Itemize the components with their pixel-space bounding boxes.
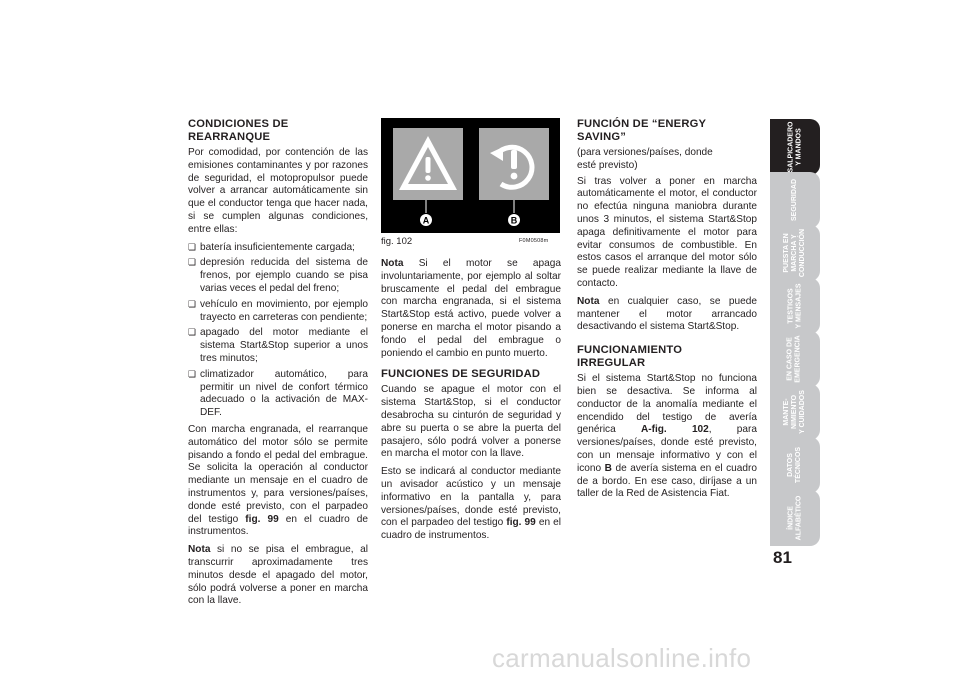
note-label: Nota (577, 295, 600, 307)
paragraph-intro: Por comodidad, por contención de las emisiones contaminantes y por razones de seguridad, el motopropulsor puede volver a arrancar automáticamente sin que el conductor tenga que hacer nada, si se cumplen algunas condiciones, entre ellas: (188, 147, 368, 235)
column-3 (577, 118, 757, 506)
paragraph-aviso: Esto se indicará al conductor mediante un avisador acústico y un mensaje informativo en la pantalla y, para versiones/países, donde esté previsto, con el parpadeo del testigo fig. 99 en el cuadro de instrumentos. (381, 466, 562, 542)
subheading-versiones: (para versiones/países, donde esté previsto) (577, 147, 713, 171)
note-label: Nota (381, 258, 404, 269)
fig-reference: A-fig. 102 (640, 424, 709, 436)
paragraph-seguridad: Cuando se apague el motor con el sistema Start&Stop, si el conductor desabrocha su cinturón de seguridad y abre su puerta o se abre la puerta del pasajero, sólo podrá volver a ponerse en marcha el motor con la llave. (381, 384, 561, 460)
fig-reference: fig. 99 (506, 517, 536, 529)
watermark: carmanualsonline.info (492, 643, 752, 673)
marker-a: A (422, 215, 430, 226)
heading-energy-saving: FUNCIÓN DE “ENERGY SAVING” (577, 118, 706, 143)
list-item: ❏ depresión reducida del sistema de frenos, por ejemplo cuando se pisa varias veces el pedal del freno; (188, 257, 368, 295)
conditions-list (188, 242, 368, 420)
heading-seguridad: FUNCIONES DE SEGURIDAD (381, 368, 541, 381)
list-item: ❏ batería insuficientemente cargada; (188, 242, 368, 255)
tab-seguridad[interactable]: SEGURIDAD (770, 172, 820, 228)
marker-b: B (510, 215, 518, 226)
fig-reference: fig. 99 (245, 513, 279, 525)
callout-lines (381, 118, 560, 233)
figure-code: F0M0508m (519, 238, 549, 244)
tab-puesta-en-marcha[interactable]: PUESTA EN MARCHA Y CONDUCCIÓN (770, 225, 820, 281)
note-paragraph: Nota en cualquier caso, se puede mantener el motor arrancado desactivando el sistema Start&Stop. (577, 295, 758, 333)
tab-testigos[interactable]: TESTIGOS Y MENSAJES (770, 278, 820, 334)
note-label: Nota (188, 544, 211, 556)
figure-label: fig. 102 (381, 236, 413, 247)
page-number: 81 (773, 548, 792, 567)
paragraph-energy-saving: Si tras volver a poner en marcha automáticamente el motor, el conductor no efectúa ninguna maniobra durante unos 3 minutos, el sistema Start&Stop apaga definitivamente el motor para evitar consumos de combustible. En estos casos el arranque del motor sólo se puede realizar mediante la llave de contacto. (577, 175, 757, 289)
note-paragraph: Nota si no se pisa el embrague, al transcurrir aproximadamente tres minutos desde el apagado del motor, sólo podrá volverse a poner en marcha con la llave. (188, 544, 368, 607)
icon-letter-b: B (604, 462, 612, 474)
column-2 (381, 258, 561, 548)
figure-102 (381, 118, 560, 233)
list-item: ❏ vehículo en movimiento, por ejemplo trayecto en carreteras con pendiente; (188, 299, 368, 325)
tab-emergencia[interactable]: EN CASO DE EMERGENCIA (770, 331, 820, 387)
tab-indice[interactable]: ÍNDICE ALFABÉTICO (770, 490, 820, 546)
column-1 (188, 118, 368, 613)
note-paragraph: Nota Si el motor se apaga involuntariamente, por ejemplo al soltar bruscamente el pedal del embrague con marcha engranada, si el sistema Start&Stop está activo, puede volver a ponerse en marcha el motor pisando a fondo el pedal del embrague o poniendo el cambio en punto muerto. (381, 258, 561, 359)
paragraph-marcha: Con marcha engranada, el rearranque automático del motor sólo se permite pisando a fondo el pedal del embrague. Se solicita la operación al conductor mediante un mensaje en el cuadro de instrumentos y, para versiones/países, donde esté previsto, con el parpadeo del testigo fig. 99 en el cuadro de instrumentos. (188, 423, 369, 538)
heading-irregular: FUNCIONAMIENTO IRREGULAR (577, 344, 683, 370)
tab-datos-tecnicos[interactable]: DATOS TÉCNICOS (770, 437, 820, 493)
heading-rearranque: CONDICIONES DE REARRANQUE (188, 118, 289, 143)
list-item: ❏ apagado del motor mediante el sistema Start&Stop superior a unos tres minutos; (188, 327, 368, 365)
paragraph-irregular: Si el sistema Start&Stop no funciona bien se desactiva. Se informa al conductor de la anomalía mediante el encendido del testigo de avería genérica A-fig. 102, para versiones/países, donde esté previsto, con un mensaje informativo y con el icono B de avería sistema en el cuadro de a bordo. En ese caso, diríjase a un taller de la Red de Asistencia Fiat. (577, 373, 758, 500)
tab-salpicadero[interactable]: SALPICADERO Y MANDOS (770, 119, 820, 175)
tab-mantenimiento[interactable]: MANTE- NIMIENTO Y CUIDADOS (770, 384, 820, 440)
list-item: ❏ climatizador automático, para permitir un nivel de confort térmico adecuado o la activación de MAX-DEF. (188, 369, 368, 420)
